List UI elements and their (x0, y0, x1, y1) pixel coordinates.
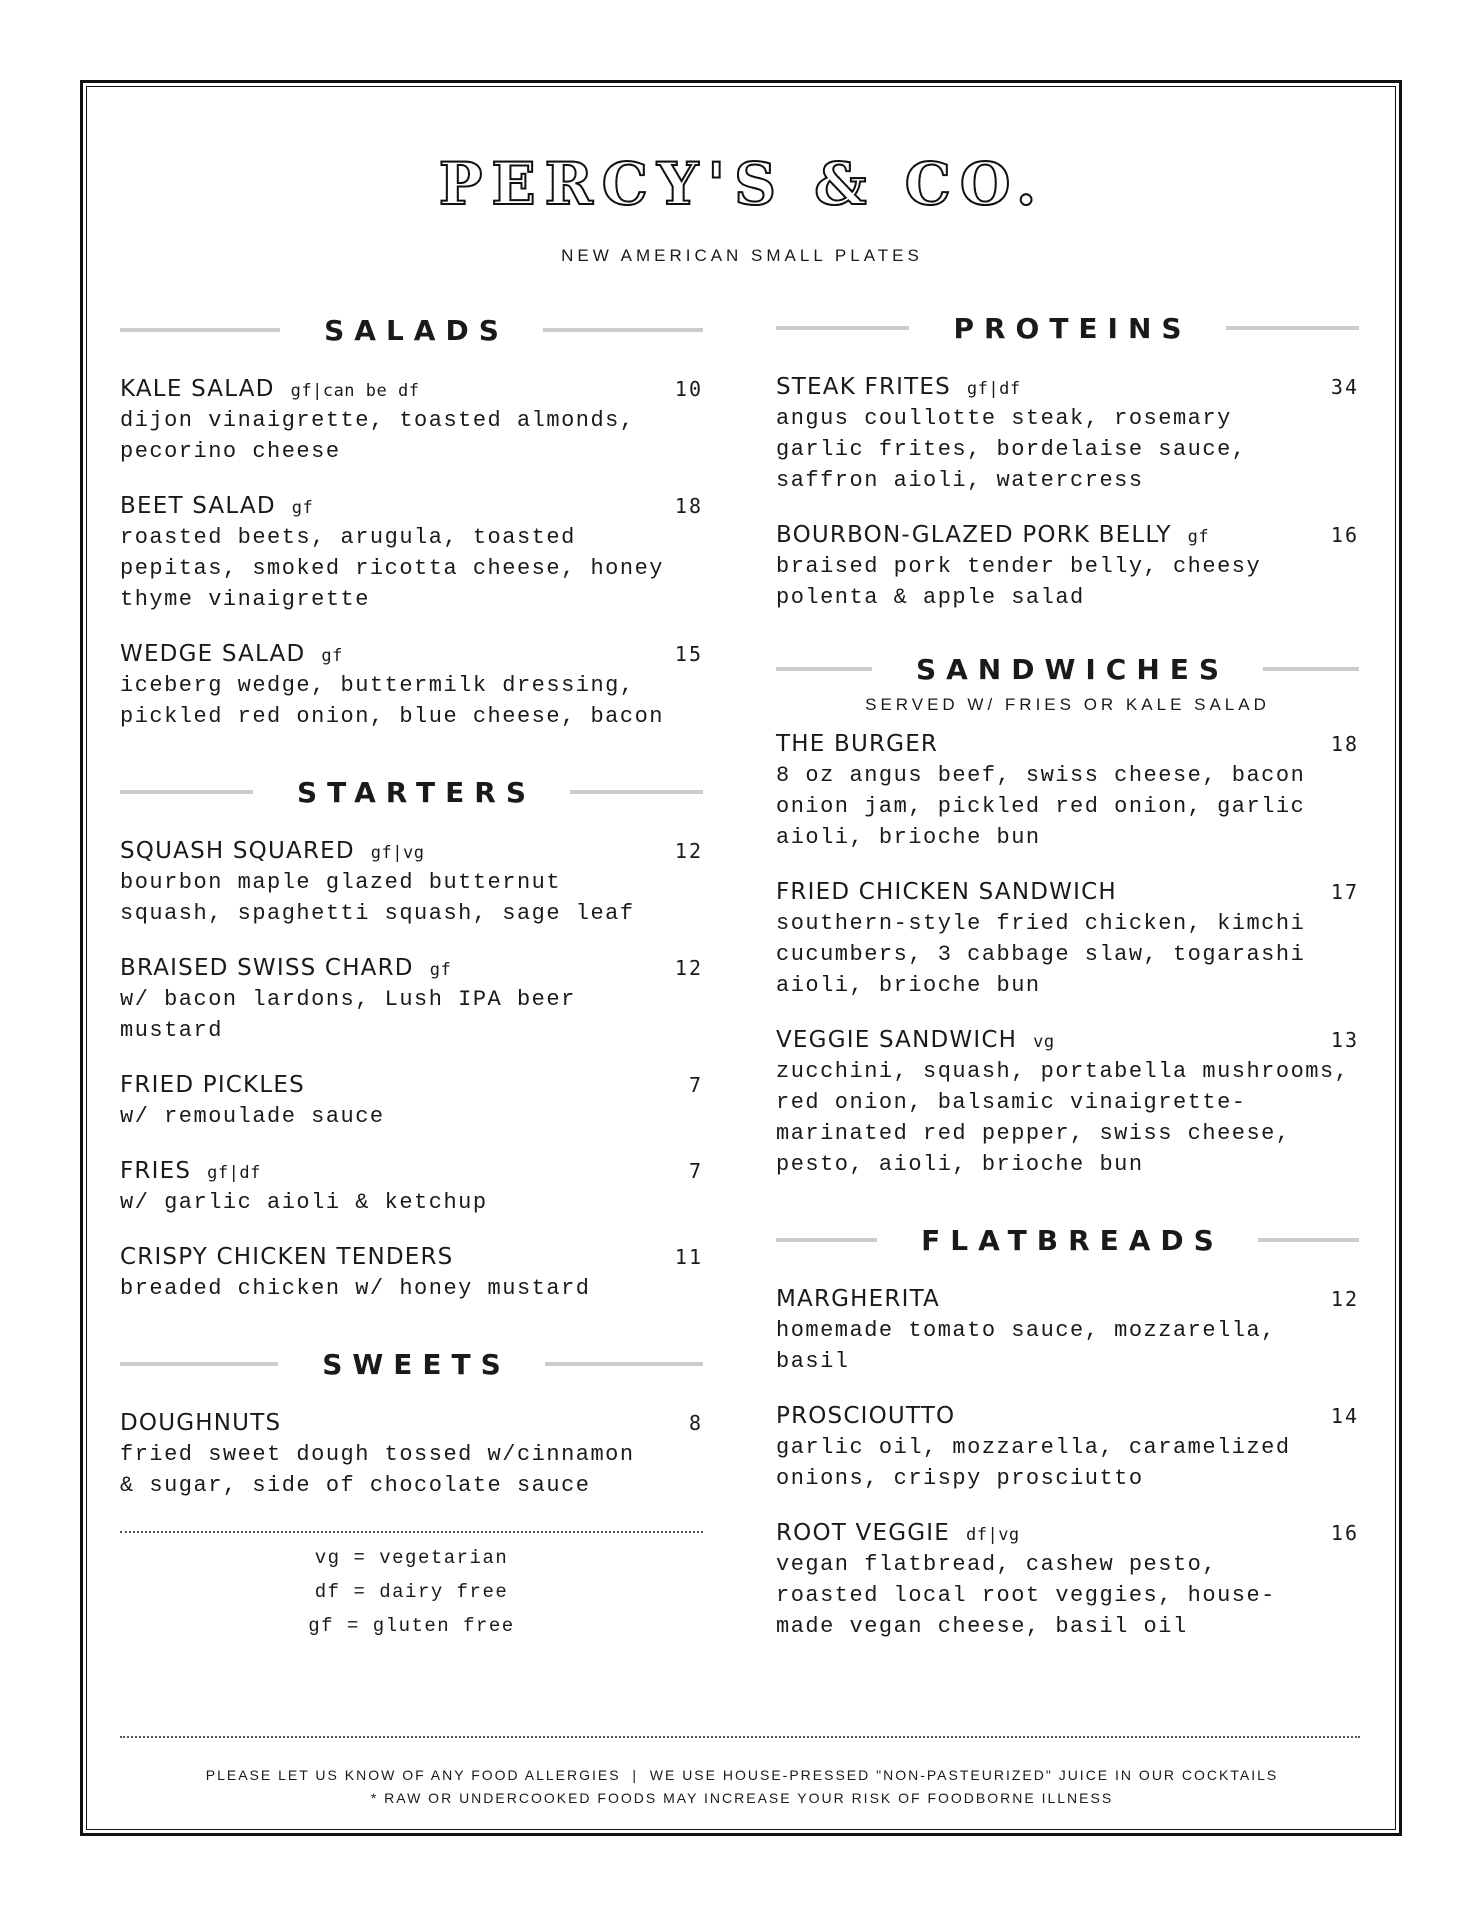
menu-item-name: SQUASH SQUARED (120, 838, 355, 864)
dietary-legend (120, 1541, 703, 1643)
restaurant-logo: PERCY'S & CO. (0, 150, 1484, 218)
section-heading (120, 1344, 703, 1384)
section-title: FLATBREADS (921, 1223, 1224, 1257)
menu-item-price: 8 (688, 1411, 703, 1435)
menu-item-name: PROSCIOUTTO (776, 1403, 956, 1429)
section-heading (776, 1220, 1359, 1260)
menu-item-price: 16 (1330, 1521, 1359, 1545)
section-heading (120, 310, 703, 350)
menu-item-header (776, 522, 1359, 548)
dietary-tags: gf (291, 498, 314, 518)
menu-item-header (776, 879, 1359, 905)
dietary-tags: gf (1187, 527, 1210, 547)
section-flatbreads (776, 1220, 1359, 1642)
menu-item-name: CRISPY CHICKEN TENDERS (120, 1244, 454, 1270)
dotted-divider (120, 1531, 703, 1533)
menu-item-price: 16 (1330, 523, 1359, 547)
menu-item-price: 12 (674, 839, 703, 863)
menu-item-name: STEAK FRITES (776, 374, 951, 400)
heading-rule (120, 1362, 278, 1366)
menu-item-price: 12 (1330, 1287, 1359, 1311)
raw-food-warning: * RAW OR UNDERCOOKED FOODS MAY INCREASE YOUR RISK OF FOODBORNE ILLNESS (370, 1790, 1114, 1806)
menu-items (776, 731, 1359, 1180)
menu-item (776, 1027, 1359, 1180)
legend-entry: vg = vegetarian (314, 1547, 509, 1569)
menu-item-header (120, 1244, 703, 1270)
footer-notes (0, 1764, 1484, 1810)
legend-entry: df = dairy free (314, 1581, 509, 1603)
heading-rule (543, 328, 703, 332)
menu-item-description: w/ remoulade sauce (120, 1104, 385, 1129)
section-title: PROTEINS (953, 311, 1192, 345)
menu-item-price: 12 (674, 956, 703, 980)
menu-item-description: garlic oil, mozzarella, caramelized onions, crispy prosciutto (776, 1435, 1291, 1491)
heading-rule (120, 790, 253, 794)
menu-item-header (776, 731, 1359, 757)
menu-item-price: 18 (1330, 732, 1359, 756)
menu-item-price: 14 (1330, 1404, 1359, 1428)
dietary-tags: gf (321, 646, 343, 666)
menu-item-header (120, 1158, 703, 1184)
menu-item-header (120, 376, 703, 402)
dietary-tags: gf|df (966, 379, 1021, 399)
menu-item-price: 17 (1330, 880, 1359, 904)
menu-item (120, 1410, 703, 1501)
menu-item-price: 11 (674, 1245, 703, 1269)
menu-item-name: FRIED PICKLES (120, 1072, 305, 1098)
right-column (776, 308, 1359, 1642)
section-subtitle: SERVED W/ FRIES OR KALE SALAD (865, 695, 1270, 714)
menu-item-header (776, 1286, 1359, 1312)
menu-items (776, 1286, 1359, 1642)
menu-item (120, 1244, 703, 1304)
menu-item (120, 955, 703, 1046)
heading-rule (120, 328, 280, 332)
section-heading (120, 772, 703, 812)
heading-rule (776, 326, 909, 330)
menu-items (776, 374, 1359, 613)
menu-item (120, 1158, 703, 1218)
heading-rule (776, 667, 872, 671)
heading-rule (545, 1362, 703, 1366)
menu-items (120, 1410, 703, 1501)
menu-item-description: dijon vinaigrette, toasted almonds, pecorino cheese (120, 408, 635, 464)
section-sandwiches (776, 649, 1359, 1180)
menu-items (120, 376, 703, 732)
menu-item-description: zucchini, squash, portabella mushrooms, red onion, balsamic vinaigrette- marinated red pepper, swiss cheese, pesto, aioli, brioche bun (776, 1059, 1350, 1177)
menu-item-description: vegan flatbread, cashew pesto, roasted local root veggies, house- made vegan cheese, basil oil (776, 1552, 1276, 1639)
menu-item-name: MARGHERITA (776, 1286, 940, 1312)
section-title: SALADS (324, 313, 509, 347)
menu-item-description: southern-style fried chicken, kimchi cucumbers, 3 cabbage slaw, togarashi aioli, brioche bun (776, 911, 1306, 998)
dietary-tags: gf (429, 960, 452, 980)
heading-rule (1226, 326, 1359, 330)
section-proteins (776, 308, 1359, 613)
menu-item-price: 18 (674, 494, 703, 518)
menu-item-header (776, 1403, 1359, 1429)
menu-item (776, 879, 1359, 1001)
menu-item (776, 522, 1359, 613)
menu-item-header (120, 838, 703, 864)
allergy-note: PLEASE LET US KNOW OF ANY FOOD ALLERGIES | WE USE HOUSE-PRESSED "NON-PASTEURIZED" JUICE IN OUR COCKTAILS (205, 1767, 1279, 1783)
dietary-tags: vg (1033, 1032, 1055, 1052)
menu-item-description: iceberg wedge, buttermilk dressing, pickled red onion, blue cheese, bacon (120, 673, 664, 729)
menu-item-header (776, 1520, 1359, 1546)
menu-item-header (120, 1072, 703, 1098)
menu-item (120, 493, 703, 615)
menu-item-name: FRIES (120, 1158, 192, 1184)
dietary-tags: gf|df (207, 1163, 261, 1183)
section-title: SWEETS (322, 1347, 511, 1381)
menu-item-description: bourbon maple glazed butternut squash, spaghetti squash, sage leaf (120, 870, 635, 926)
menu-item-name: DOUGHNUTS (120, 1410, 282, 1436)
menu-item-price: 15 (674, 642, 703, 666)
tagline: NEW AMERICAN SMALL PLATES (561, 246, 923, 265)
dietary-tags: df|vg (965, 1525, 1020, 1545)
menu-item-price: 7 (688, 1073, 703, 1097)
menu-item (776, 731, 1359, 853)
menu-item-price: 10 (674, 377, 703, 401)
dietary-tags: gf|vg (370, 843, 425, 863)
menu-item-description: braised pork tender belly, cheesy polenta & apple salad (776, 554, 1262, 610)
footer-divider (120, 1736, 1360, 1738)
menu-item (120, 641, 703, 732)
section-title: STARTERS (296, 775, 537, 809)
menu-item-header (120, 493, 703, 519)
menu-item-description: fried sweet dough tossed w/cinnamon & sugar, side of chocolate sauce (120, 1442, 635, 1498)
heading-rule (570, 790, 703, 794)
menu-item (776, 374, 1359, 496)
menu-item-description: w/ bacon lardons, Lush IPA beer mustard (120, 987, 576, 1043)
menu-item-name: ROOT VEGGIE (776, 1520, 950, 1546)
menu-item-description: roasted beets, arugula, toasted pepitas, smoked ricotta cheese, honey thyme vinaigrette (120, 525, 664, 612)
section-heading (776, 649, 1359, 689)
section-starters (120, 772, 703, 1304)
menu-item-header (120, 641, 703, 667)
section-sweets (120, 1344, 703, 1501)
menu-item-price: 7 (688, 1159, 703, 1183)
menu-item-header (776, 374, 1359, 400)
menu-item-name: BRAISED SWISS CHARD (120, 955, 414, 981)
left-column (120, 310, 703, 1643)
menu-item-name: THE BURGER (776, 731, 939, 757)
menu-item-description: breaded chicken w/ honey mustard (120, 1276, 591, 1301)
heading-rule (776, 1238, 877, 1242)
section-salads (120, 310, 703, 732)
dietary-tags: gf|can be df (290, 381, 420, 401)
menu-item-name: BOURBON-GLAZED PORK BELLY (776, 522, 1172, 548)
menu-item (776, 1286, 1359, 1377)
menu-item-description: homemade tomato sauce, mozzarella, basil (776, 1318, 1276, 1374)
menu-item (120, 1072, 703, 1132)
menu-item-description: angus coullotte steak, rosemary garlic frites, bordelaise sauce, saffron aioli, watercress (776, 406, 1247, 493)
menu-item-name: KALE SALAD (120, 376, 275, 402)
menu-item-description: w/ garlic aioli & ketchup (120, 1190, 488, 1215)
menu-item-name: BEET SALAD (120, 493, 276, 519)
menu-item-name: VEGGIE SANDWICH (776, 1027, 1018, 1053)
menu-items (120, 838, 703, 1304)
menu-item-header (120, 1410, 703, 1436)
menu-item (776, 1520, 1359, 1642)
legend-entry: gf = gluten free (308, 1615, 515, 1637)
section-heading (776, 308, 1359, 348)
heading-rule (1263, 667, 1359, 671)
menu-item-price: 13 (1330, 1028, 1359, 1052)
menu-item (120, 838, 703, 929)
menu-item-price: 34 (1330, 375, 1359, 399)
heading-rule (1258, 1238, 1359, 1242)
menu-item-name: FRIED CHICKEN SANDWICH (776, 879, 1117, 905)
menu-item-header (120, 955, 703, 981)
menu-item (120, 376, 703, 467)
menu-item-name: WEDGE SALAD (120, 641, 306, 667)
menu-item-description: 8 oz angus beef, swiss cheese, bacon onion jam, pickled red onion, garlic aioli, brioche bun (776, 763, 1306, 850)
menu-item-header (776, 1027, 1359, 1053)
menu-item (776, 1403, 1359, 1494)
section-title: SANDWICHES (915, 652, 1230, 686)
